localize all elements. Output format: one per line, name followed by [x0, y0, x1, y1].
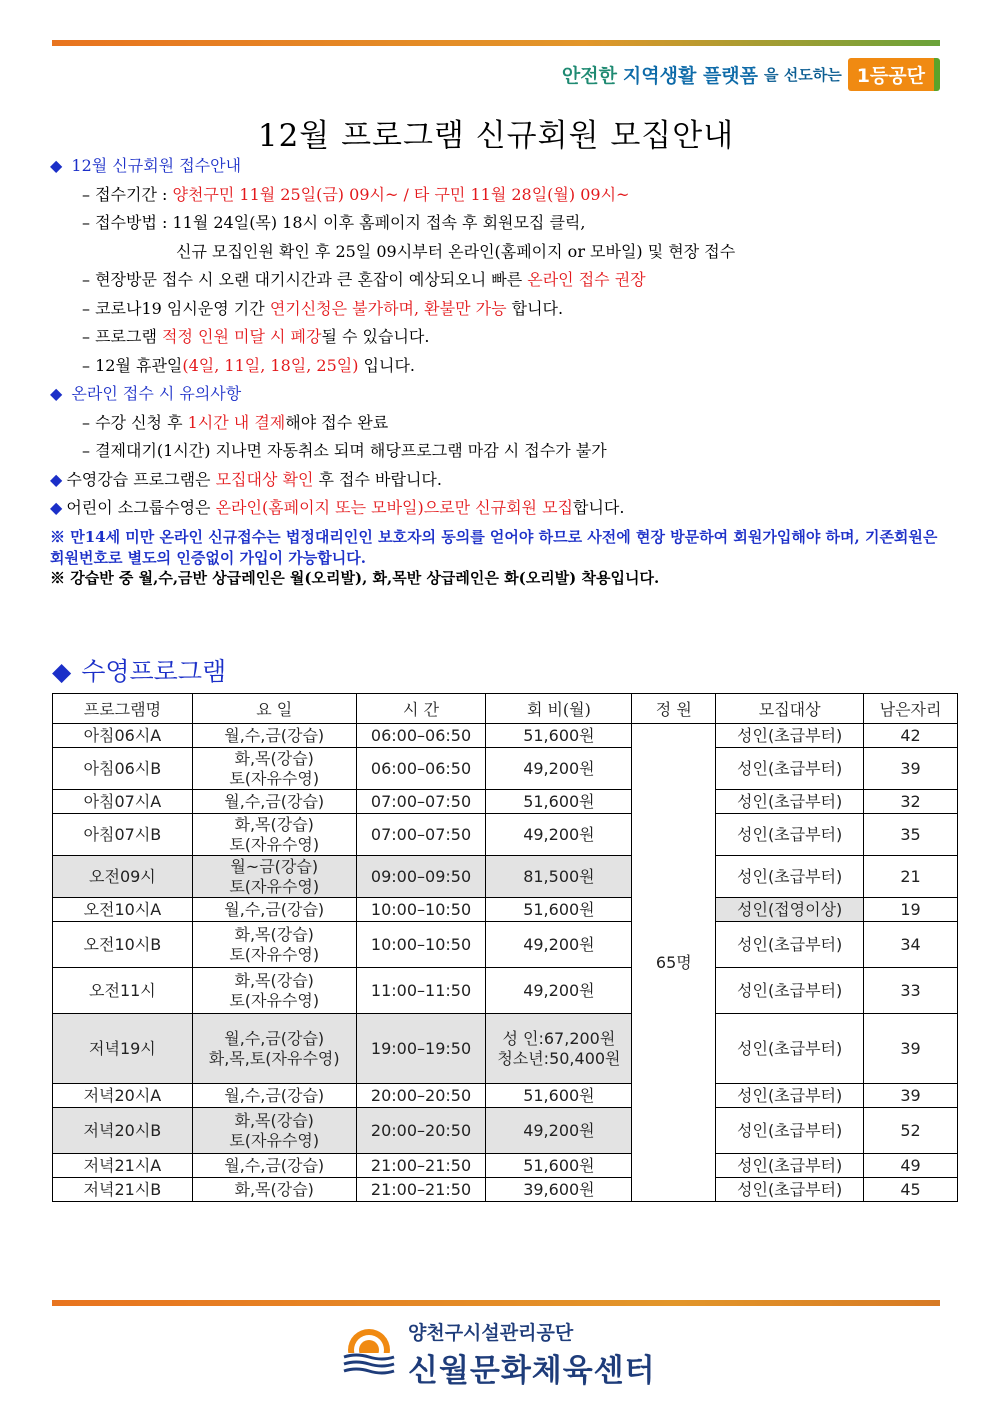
cell-target [716, 1178, 864, 1202]
cell-time [356, 1084, 486, 1108]
cell-day [192, 1178, 356, 1202]
close-suffix: 될 수 있습니다. [321, 327, 430, 346]
program-name: 오전11시 [89, 980, 156, 1000]
swim-suffix: 후 접수 바랍니다. [313, 469, 442, 489]
day-line2: 토(자유수영) [229, 768, 320, 788]
diamond-bullet-icon: ◆ [50, 469, 63, 489]
target-text: 성인(접영이상) [737, 899, 843, 919]
remaining-count: 42 [900, 725, 921, 745]
close-line [50, 323, 950, 352]
program-name: 오전10시B [83, 934, 162, 954]
holiday-suffix: 입니다. [358, 355, 415, 375]
header-program: 프로그램명 [53, 694, 193, 724]
cell-time [356, 898, 486, 922]
target-text: 성인(초급부터) [737, 758, 843, 778]
header-remaining: 남은자리 [864, 694, 958, 724]
footer-center-name: 신월문화체육센터 [408, 1353, 656, 1389]
fee-line1: 51,600원 [523, 1155, 595, 1175]
cell-time [356, 724, 486, 748]
remaining-count: 32 [900, 791, 921, 811]
covid-highlight: 연기신청은 불가하며, 환불만 가능 [269, 298, 507, 318]
program-name: 아침07시A [83, 791, 162, 811]
table-row [53, 1154, 958, 1178]
cell-program-name [53, 856, 193, 898]
fee-line1: 51,600원 [523, 899, 595, 919]
table-body [53, 724, 958, 1202]
remaining-count: 39 [900, 758, 921, 778]
cell-day [192, 1154, 356, 1178]
cell-remaining [864, 922, 958, 968]
sun-wave-logo-icon [338, 1323, 400, 1385]
cell-target [716, 1154, 864, 1178]
cell-fee [486, 724, 632, 748]
cell-fee [486, 1154, 632, 1178]
day-line1: 월,수,금(강습) [224, 1028, 325, 1048]
cell-day [192, 898, 356, 922]
cell-day [192, 1084, 356, 1108]
table-row [53, 1108, 958, 1154]
cancel-line: – 결제대기(1시간) 지나면 자동취소 되며 해당프로그램 마감 시 접수가 불가 [82, 441, 607, 460]
time-range: 20:00–20:50 [370, 1120, 472, 1140]
time-range: 21:00–21:50 [370, 1155, 472, 1175]
cell-day [192, 748, 356, 790]
cell-remaining [864, 1108, 958, 1154]
period-label: – 접수기간 : [82, 184, 173, 204]
fin-lane-note: ※ 강습반 중 월,수,금반 상급레인은 월(오리발), 화,목반 상급레인은 화(오리발) 착용입니다. [50, 569, 660, 587]
time-range: 07:00–07:50 [370, 824, 472, 844]
fee-line1: 81,500원 [523, 866, 595, 886]
cell-fee [486, 1108, 632, 1154]
covid-text: – 코로나19 임시운영 기간 [82, 298, 270, 318]
header-day: 요 일 [192, 694, 356, 724]
program-name: 아침07시B [83, 824, 162, 844]
fee-line1: 39,600원 [523, 1179, 595, 1199]
table-row [53, 748, 958, 790]
program-name: 저녁20시A [83, 1085, 162, 1105]
footer-org-name: 양천구시설관리공단 [408, 1322, 574, 1344]
program-name: 저녁21시A [83, 1155, 162, 1175]
method-line2: 신규 모집인원 확인 후 25일 09시부터 온라인(홈페이지 or 모바일) 및 현장 접수 [176, 241, 736, 261]
remaining-count: 21 [900, 866, 921, 886]
swim-line [50, 466, 950, 495]
program-name: 아침06시A [83, 725, 162, 745]
target-text: 성인(초급부터) [737, 1179, 843, 1199]
diamond-bullet-icon: ◆ [52, 657, 72, 686]
cell-remaining [864, 1014, 958, 1084]
program-name: 저녁21시B [83, 1179, 162, 1199]
program-name: 아침06시B [83, 758, 162, 778]
payment-line [50, 409, 950, 438]
time-range: 11:00–11:50 [370, 980, 472, 1000]
table-row [53, 790, 958, 814]
cell-time [356, 1154, 486, 1178]
cell-capacity [632, 724, 716, 1202]
target-text: 성인(초급부터) [737, 934, 843, 954]
minor-registration-note: ※ 만14세 미만 온라인 신규접수는 법정대리인인 보호자의 동의를 얻어야 하므로 사전에 현장 방문하여 회원가입해야 하며, 기존회원은 회원번호로 별도의 인증없이 가입이 가능합니다. [50, 528, 938, 567]
cell-day [192, 968, 356, 1014]
day-line1: 화,목(강습) [234, 970, 314, 990]
day-line2: 토(자유수영) [229, 876, 320, 896]
remaining-count: 33 [900, 980, 921, 1000]
day-line1: 월,수,금(강습) [224, 899, 325, 919]
cell-remaining [864, 1178, 958, 1202]
cell-target [716, 748, 864, 790]
kids-highlight: 온라인(홈페이지 또는 모바일)으로만 신규회원 모집 [215, 498, 573, 517]
day-line1: 월,수,금(강습) [224, 791, 325, 811]
cell-program-name [53, 1014, 193, 1084]
cell-fee [486, 1014, 632, 1084]
day-line1: 월,수,금(강습) [224, 725, 325, 745]
fee-line1: 51,600원 [523, 1085, 595, 1105]
day-line1: 화,목(강습) [234, 814, 314, 834]
cell-program-name [53, 1154, 193, 1178]
cell-fee [486, 1178, 632, 1202]
cell-time [356, 748, 486, 790]
time-range: 20:00–20:50 [370, 1085, 472, 1105]
cell-remaining [864, 1154, 958, 1178]
day-line1: 월,수,금(강습) [224, 1085, 325, 1105]
slogan-badge: 1등공단 [848, 58, 940, 91]
visit-highlight: 온라인 접수 권장 [527, 270, 646, 289]
program-name: 오전10시A [83, 899, 162, 919]
section2-heading [50, 380, 950, 409]
cell-target [716, 724, 864, 748]
cell-program-name [53, 748, 193, 790]
notice-block [50, 152, 950, 523]
footer-text [408, 1318, 656, 1390]
target-text: 성인(초급부터) [737, 1038, 843, 1058]
payment-highlight: 1시간 내 결제 [187, 412, 286, 432]
holiday-line [50, 352, 950, 381]
cell-day [192, 856, 356, 898]
cell-fee [486, 790, 632, 814]
target-text: 성인(초급부터) [737, 725, 843, 745]
target-text: 성인(초급부터) [737, 866, 843, 886]
cell-target [716, 814, 864, 856]
footer-logo [338, 1318, 656, 1390]
cell-fee [486, 922, 632, 968]
cell-fee [486, 856, 632, 898]
cell-remaining [864, 856, 958, 898]
section1-heading [50, 152, 950, 181]
table-row [53, 814, 958, 856]
remaining-count: 39 [900, 1085, 921, 1105]
time-range: 09:00–09:50 [370, 866, 472, 886]
close-highlight: 적정 인원 미달 시 폐강 [162, 327, 322, 346]
fee-line2: 청소년:50,400원 [497, 1048, 621, 1068]
cell-remaining [864, 814, 958, 856]
time-range: 06:00–06:50 [370, 725, 472, 745]
slogan-part2: 지역생활 플랫폼 [622, 64, 759, 87]
program-name: 저녁19시 [89, 1038, 156, 1058]
diamond-bullet-icon: ◆ [50, 498, 63, 517]
close-text: – 프로그램 [82, 327, 162, 346]
table-row [53, 922, 958, 968]
section2-heading-text: 온라인 접수 시 유의사항 [71, 384, 242, 403]
cell-time [356, 1108, 486, 1154]
day-line2: 토(자유수영) [229, 1130, 320, 1150]
day-line1: 화,목(강습) [234, 924, 314, 944]
cell-day [192, 922, 356, 968]
cell-remaining [864, 748, 958, 790]
header-time: 시 간 [356, 694, 486, 724]
top-decorative-bar [52, 40, 940, 46]
fee-line1: 51,600원 [523, 791, 595, 811]
cell-remaining [864, 968, 958, 1014]
fee-line1: 49,200원 [523, 824, 595, 844]
header-capacity: 정 원 [632, 694, 716, 724]
cell-time [356, 856, 486, 898]
remaining-count: 45 [900, 1179, 921, 1199]
program-name: 오전09시 [89, 866, 156, 886]
cell-program-name [53, 724, 193, 748]
cell-target [716, 790, 864, 814]
slogan-banner [562, 56, 940, 92]
target-text: 성인(초급부터) [737, 1120, 843, 1140]
cell-remaining [864, 1084, 958, 1108]
cell-fee [486, 814, 632, 856]
cell-target [716, 968, 864, 1014]
time-range: 19:00–19:50 [370, 1038, 472, 1058]
cell-target [716, 1108, 864, 1154]
slogan-part3: 을 선도하는 [764, 65, 842, 84]
cell-day [192, 724, 356, 748]
time-range: 10:00–10:50 [370, 899, 472, 919]
day-line2: 토(자유수영) [229, 834, 320, 854]
payment-text: – 수강 신청 후 [82, 412, 188, 432]
diamond-bullet-icon: ◆ [50, 384, 63, 403]
table-row [53, 1084, 958, 1108]
remaining-count: 39 [900, 1038, 921, 1058]
fee-line1: 51,600원 [523, 725, 595, 745]
time-range: 21:00–21:50 [370, 1179, 472, 1199]
cell-day [192, 1014, 356, 1084]
day-line2: 토(자유수영) [229, 990, 320, 1010]
swim-text: 수영강습 프로그램은 [66, 469, 216, 489]
slogan-part1: 안전한 [561, 64, 617, 87]
period-line [50, 181, 950, 210]
bottom-decorative-bar [52, 1300, 940, 1306]
visit-line [50, 266, 950, 295]
kids-line [50, 494, 950, 523]
header-target: 모집대상 [716, 694, 864, 724]
cell-target [716, 1014, 864, 1084]
cell-remaining [864, 724, 958, 748]
cell-target [716, 922, 864, 968]
target-text: 성인(초급부터) [737, 791, 843, 811]
fee-line1: 49,200원 [523, 758, 595, 778]
cell-program-name [53, 1084, 193, 1108]
cell-time [356, 922, 486, 968]
swim-highlight: 모집대상 확인 [215, 469, 314, 489]
section-title-text: 수영프로그램 [81, 657, 227, 686]
cell-day [192, 790, 356, 814]
table-row [53, 724, 958, 748]
cell-program-name [53, 898, 193, 922]
holiday-text: – 12월 휴관일 [82, 355, 183, 375]
cell-program-name [53, 1178, 193, 1202]
swim-program-section-title [52, 652, 226, 688]
period-value: 양천구민 11월 25일(금) 09시~ / 타 구민 11월 28일(월) 09시~ [172, 184, 630, 204]
kids-text: 어린이 소그룹수영은 [66, 498, 216, 517]
cell-time [356, 790, 486, 814]
remaining-count: 35 [900, 824, 921, 844]
fee-line1: 성 인:67,200원 [502, 1028, 616, 1048]
cell-time [356, 1014, 486, 1084]
target-text: 성인(초급부터) [737, 980, 843, 1000]
time-range: 10:00–10:50 [370, 934, 472, 954]
day-line1: 화,목(강습) [234, 748, 314, 768]
cell-target [716, 856, 864, 898]
target-text: 성인(초급부터) [737, 1155, 843, 1175]
day-line1: 월,수,금(강습) [224, 1155, 325, 1175]
time-range: 06:00–06:50 [370, 758, 472, 778]
holiday-dates: (4일, 11일, 18일, 25일) [182, 355, 359, 375]
table-row [53, 898, 958, 922]
cell-remaining [864, 898, 958, 922]
cell-time [356, 1178, 486, 1202]
cell-program-name [53, 968, 193, 1014]
cell-remaining [864, 790, 958, 814]
day-line1: 화,목(강습) [234, 1110, 314, 1130]
cell-time [356, 814, 486, 856]
method-line1: – 접수방법 : 11월 24일(목) 18시 이후 홈페이지 접속 후 회원모집 클릭, [82, 213, 586, 232]
kids-suffix: 합니다. [573, 498, 625, 517]
swim-program-table [52, 693, 958, 1202]
day-line2: 화,목,토(자유수영) [208, 1048, 340, 1068]
header-fee: 회 비(월) [486, 694, 632, 724]
covid-line [50, 295, 950, 324]
day-line1: 월~금(강습) [230, 856, 319, 876]
cell-program-name [53, 1108, 193, 1154]
remaining-count: 52 [900, 1120, 921, 1140]
cell-program-name [53, 922, 193, 968]
cell-fee [486, 1084, 632, 1108]
payment-suffix: 해야 접수 완료 [285, 412, 389, 432]
table-row [53, 968, 958, 1014]
cell-target [716, 1084, 864, 1108]
cell-day [192, 814, 356, 856]
target-text: 성인(초급부터) [737, 1085, 843, 1105]
page-title: 12월 프로그램 신규회원 모집안내 [257, 118, 735, 154]
fee-line1: 49,200원 [523, 1120, 595, 1140]
target-text: 성인(초급부터) [737, 824, 843, 844]
fee-line1: 49,200원 [523, 934, 595, 954]
time-range: 07:00–07:50 [370, 791, 472, 811]
table-row [53, 856, 958, 898]
cell-time [356, 968, 486, 1014]
remaining-count: 19 [900, 899, 921, 919]
covid-suffix: 합니다. [506, 298, 564, 318]
cell-program-name [53, 790, 193, 814]
table-row [53, 1178, 958, 1202]
day-line1: 화,목(강습) [234, 1179, 314, 1199]
cell-fee [486, 748, 632, 790]
table-header-row [53, 694, 958, 724]
program-name: 저녁20시B [83, 1120, 162, 1140]
remaining-count: 49 [900, 1155, 921, 1175]
fee-line1: 49,200원 [523, 980, 595, 1000]
remaining-count: 34 [900, 934, 921, 954]
cell-program-name [53, 814, 193, 856]
cell-fee [486, 898, 632, 922]
day-line2: 토(자유수영) [229, 944, 320, 964]
cell-target [716, 898, 864, 922]
visit-text: – 현장방문 접수 시 오랜 대기시간과 큰 혼잡이 예상되오니 빠른 [82, 270, 528, 289]
table-row [53, 1014, 958, 1084]
diamond-bullet-icon: ◆ [50, 156, 63, 175]
section1-heading-text: 12월 신규회원 접수안내 [71, 156, 242, 175]
cell-fee [486, 968, 632, 1014]
cell-day [192, 1108, 356, 1154]
capacity-value: 65명 [655, 952, 692, 972]
